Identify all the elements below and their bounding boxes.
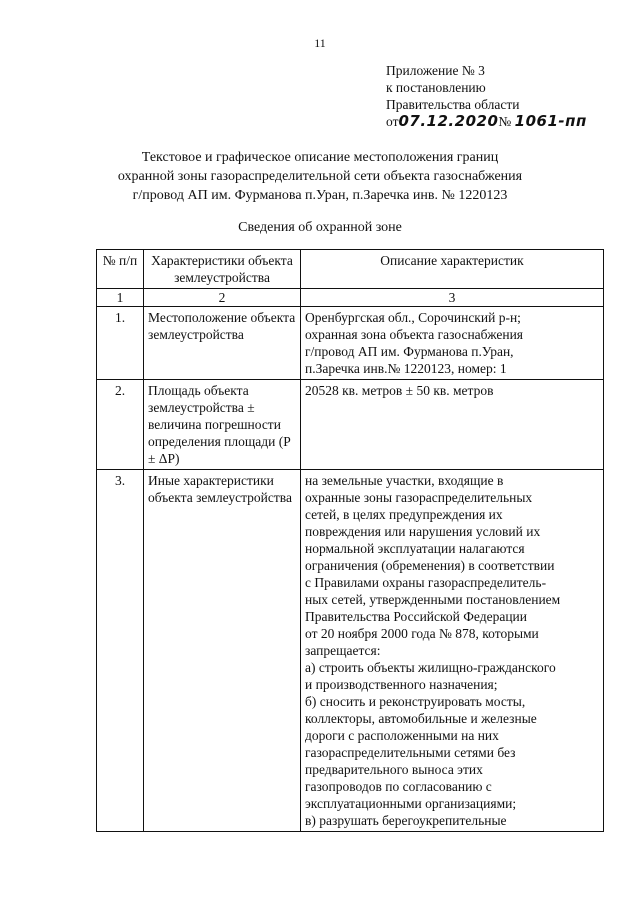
description-line: ограничения (обременения) в соответствии [305, 558, 555, 573]
description-line: Оренбургская обл., Сорочинский р-н; [305, 310, 521, 325]
title-line-3: г/провод АП им. Фурманова п.Уран, п.Заречка инв. № 1220123 [132, 188, 508, 203]
row-characteristic: Местоположение объекта землеустройства [144, 307, 301, 380]
description-line: предварительного выноса этих [305, 762, 483, 777]
description-line: сетей, в целях предупреждения их [305, 507, 503, 522]
row-number: 1. [97, 307, 144, 380]
description-line: на земельные участки, входящие в [305, 473, 504, 488]
page-number: 11 [314, 36, 326, 50]
appendix-line-2: к постановлению [386, 80, 486, 95]
description-line: а) строить объекты жилищно-гражданского [305, 660, 556, 675]
column-number-3: 3 [301, 289, 604, 307]
table-header-row [97, 250, 604, 289]
table-row [97, 307, 604, 380]
description-line: Правительства Российской Федерации [305, 609, 527, 624]
description-line: с Правилами охраны газораспределитель- [305, 575, 547, 590]
appendix-line-1: Приложение № 3 [386, 63, 485, 78]
column-number-1: 1 [97, 289, 144, 307]
description-line: эксплуатационными организациями; [305, 796, 517, 811]
row-description [301, 307, 604, 380]
title-line-2: охранной зоны газораспределительной сети объекта газоснабжения [117, 169, 523, 184]
handwritten-date: 07.12.2020 [398, 112, 499, 130]
description-line: 20528 кв. метров ± 50 кв. метров [305, 383, 494, 398]
title-line-1: Текстовое и графическое описание местоположения границ [141, 150, 499, 165]
document-title [0, 148, 640, 205]
table-row [97, 470, 604, 832]
appendix-date-line [386, 113, 587, 130]
description-line: охранные зоны газораспределительных [305, 490, 533, 505]
header-description: Описание характеристик [301, 250, 604, 289]
description-line: повреждения или нарушения условий их [305, 524, 541, 539]
description-line: запрещается: [305, 643, 381, 658]
row-number: 3. [97, 470, 144, 832]
description-line: охранная зона объекта газоснабжения [305, 327, 524, 342]
row-description [301, 470, 604, 832]
description-line: газораспределительными сетями без [305, 745, 516, 760]
description-line: ных сетей, утвержденными постановлением [305, 592, 561, 607]
description-line: б) сносить и реконструировать мосты, [305, 694, 526, 709]
description-line: коллекторы, автомобильные и железные [305, 711, 537, 726]
description-line: п.Заречка инв.№ 1220123, номер: 1 [305, 361, 507, 376]
appendix-line-3: Правительства области [386, 97, 520, 112]
header-characteristics: Характеристики объекта землеустройства [144, 250, 301, 289]
protection-zone-table [96, 249, 604, 832]
header-number: № п/п [97, 250, 144, 289]
description-line: дороги с расположенными на них [305, 728, 499, 743]
row-description [301, 380, 604, 470]
description-line: нормальной эксплуатации налагаются [305, 541, 525, 556]
appendix-block [386, 62, 587, 130]
column-number-row [97, 289, 604, 307]
number-prefix: № [498, 114, 512, 129]
table-row [97, 380, 604, 470]
handwritten-number: 1061-пп [514, 112, 587, 130]
description-line: газопроводов по согласованию с [305, 779, 492, 794]
description-line: от 20 ноября 2000 года № 878, которыми [305, 626, 539, 641]
row-characteristic: Иные характеристики объекта землеустройства [144, 470, 301, 832]
column-number-2: 2 [144, 289, 301, 307]
description-line: и производственного назначения; [305, 677, 498, 692]
description-line: в) разрушать берегоукрепительные [305, 813, 507, 828]
description-line: г/провод АП им. Фурманова п.Уран, [305, 344, 514, 359]
date-prefix: от [386, 114, 399, 129]
row-characteristic: Площадь объекта землеустройства ± величина погрешности определения площади (P ± ΔP) [144, 380, 301, 470]
section-subtitle: Сведения об охранной зоне [238, 220, 402, 235]
row-number: 2. [97, 380, 144, 470]
